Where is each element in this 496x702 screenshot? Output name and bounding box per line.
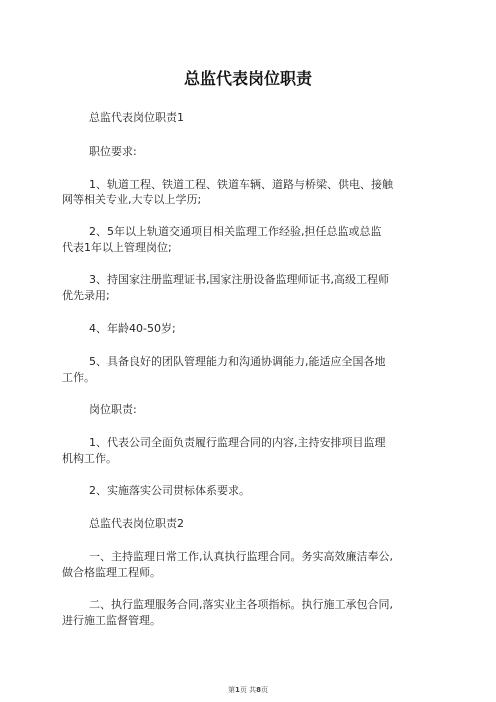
- requirement-2-line-2: 代表1年以上管理岗位;: [62, 241, 172, 254]
- requirement-3-line-1: 3、持国家注册监理证书,国家注册设备监理师证书,高级工程师: [89, 273, 389, 286]
- requirement-2-line-1: 2、5年以上轨道交通项目相关监理工作经验,担任总监或总监: [89, 225, 382, 238]
- duty-1-line-2: 机构工作。: [62, 452, 117, 465]
- requirement-3-line-2: 优先录用;: [62, 289, 110, 302]
- section-heading-2: 总监代表岗位职责2: [89, 517, 184, 530]
- footer-middle: 页 共: [239, 686, 257, 694]
- requirement-4: 4、年龄40-50岁;: [89, 322, 176, 335]
- section2-item-2-line-2: 进行施工监督管理。: [62, 614, 161, 627]
- requirement-5-line-2: 工作。: [62, 371, 95, 384]
- requirements-label: 职位要求:: [89, 145, 137, 158]
- current-page-number: 1: [235, 686, 240, 694]
- requirement-1-line-2: 网等相关专业,大专以上学历;: [62, 193, 202, 206]
- section-heading-1: 总监代表岗位职责1: [89, 111, 184, 124]
- duties-label: 岗位职责:: [89, 403, 137, 416]
- section2-item-1-line-2: 做合格监理工程师。: [62, 566, 161, 579]
- footer-suffix: 页: [260, 686, 268, 694]
- duty-1-line-1: 1、代表公司全面负责履行监理合同的内容,主持安排项目监理: [89, 436, 386, 449]
- requirement-1-line-1: 1、轨道工程、铁道工程、铁道车辆、道路与桥梁、供电、接触: [89, 178, 393, 191]
- total-page-number: 8: [256, 686, 261, 694]
- footer-prefix: 第: [228, 686, 235, 694]
- requirement-5-line-1: 5、具备良好的团队管理能力和沟通协调能力,能适应全国各地: [89, 355, 386, 368]
- duty-2: 2、实施落实公司贯标体系要求。: [89, 484, 250, 497]
- page-footer: [0, 685, 496, 695]
- section2-item-2-line-1: 二、执行监理服务合同,落实业主各项指标。执行施工承包合同,: [89, 598, 393, 611]
- document-title: 总监代表岗位职责: [183, 69, 312, 88]
- section2-item-1-line-1: 一、主持监理日常工作,认真执行监理合同。务实高效廉洁奉公,: [89, 550, 393, 563]
